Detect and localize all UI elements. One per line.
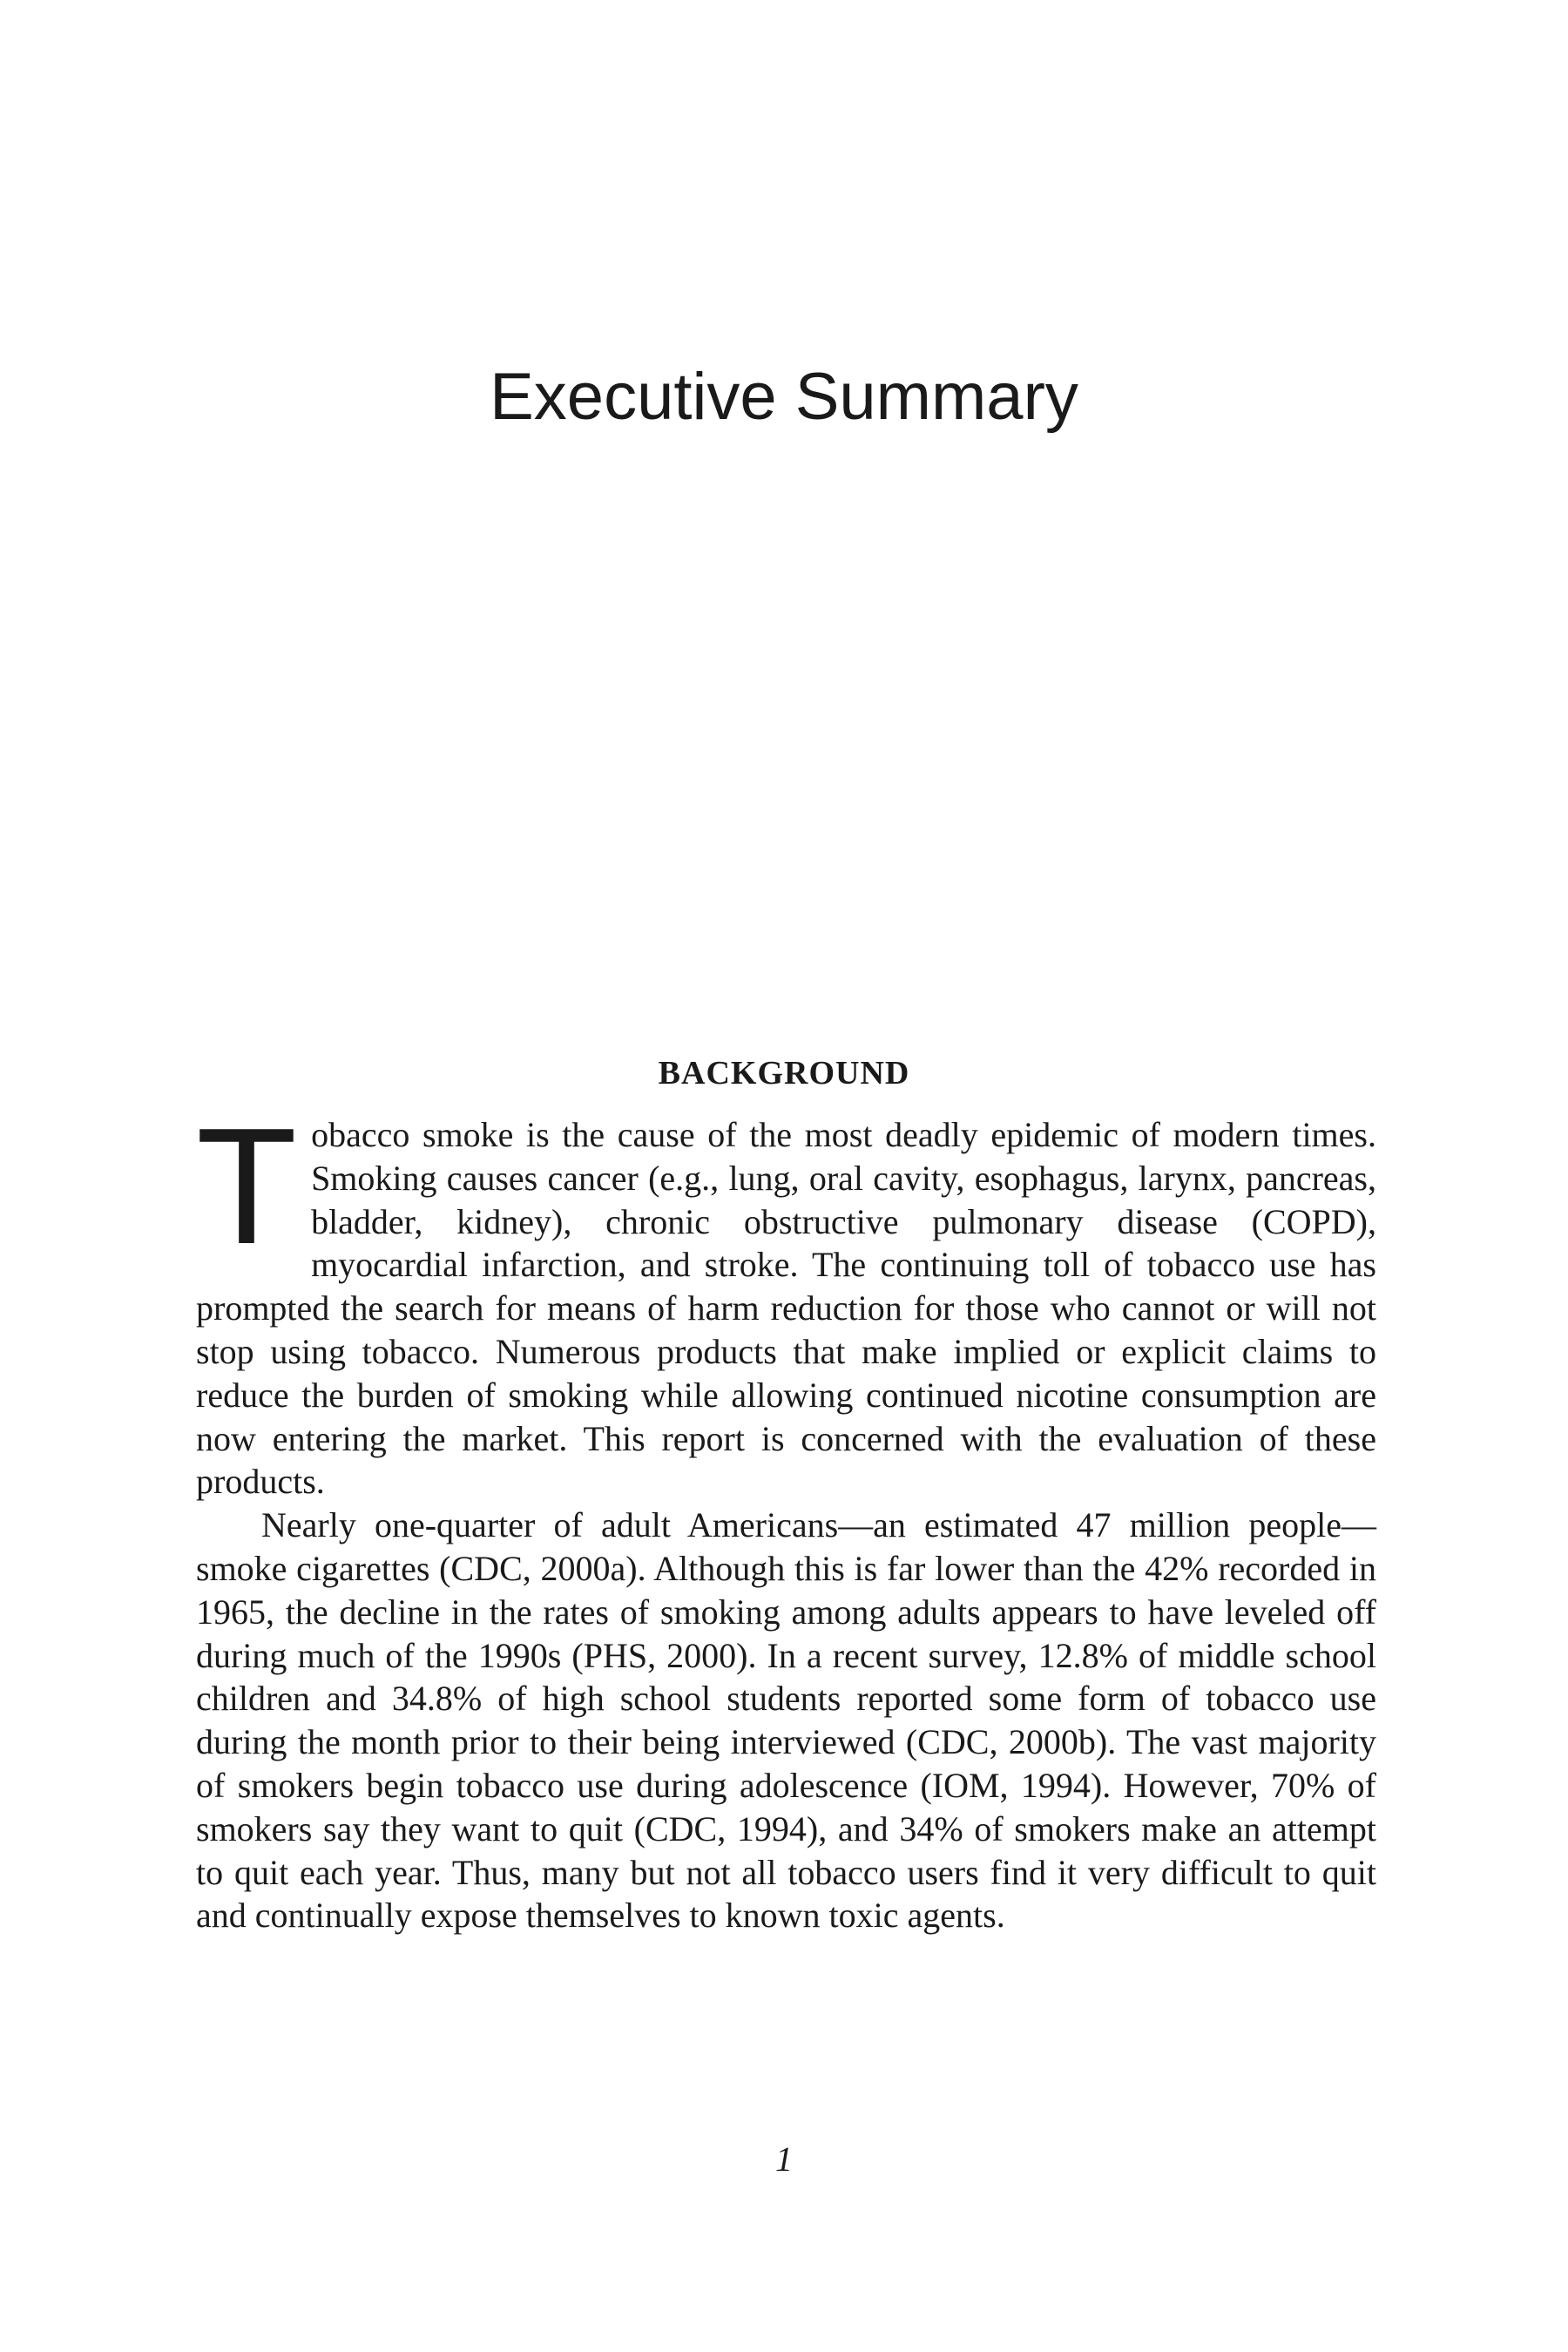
drop-cap: T <box>196 1094 298 1279</box>
page-number: 1 <box>775 2139 793 2179</box>
chapter-title: Executive Summary <box>490 360 1078 434</box>
section-heading-background: BACKGROUND <box>658 1055 910 1092</box>
paragraph-1-text: obacco smoke is the cause of the most deadly epidemic of modern times. Smoking causes cancer (e.g., lung, oral cavity, esophagus, larynx, pancreas, bladder, kidney), chronic obstructive pulmonary disease (COPD), myocardial infarction, and stroke. The continuing toll of tobacco use has prompted the search for means of harm reduction for those who cannot or will not stop using tobacco. Numerous products that make implied or explicit claims to reduce the burden of smoking while allowing continued nicotine consumption are now entering the market. This report is concerned with the evaluation of these products. <box>196 1115 1376 1502</box>
paragraph-1 <box>196 1094 1376 1504</box>
paragraph-2: Nearly one-quarter of adult Americans—an estimated 47 million people—smoke cigarettes (CDC, 2000a). Although this is far lower than the 42% recorded in 1965, the decline in the rates of smoking among adults appears to have leveled off during much of the 1990s (PHS, 2000). In a recent survey, 12.8% of middle school children and 34.8% of high school students reported some form of tobacco use during the month prior to their being interviewed (CDC, 2000b). The vast majority of smokers begin tobacco use during adolescence (IOM, 1994). However, 70% of smokers say they want to quit (CDC, 1994), and 34% of smokers make an attempt to quit each year. Thus, many but not all tobacco users find it very difficult to quit and continually expose themselves to known toxic agents. <box>196 1505 1376 1936</box>
body-text <box>196 1094 1376 1937</box>
